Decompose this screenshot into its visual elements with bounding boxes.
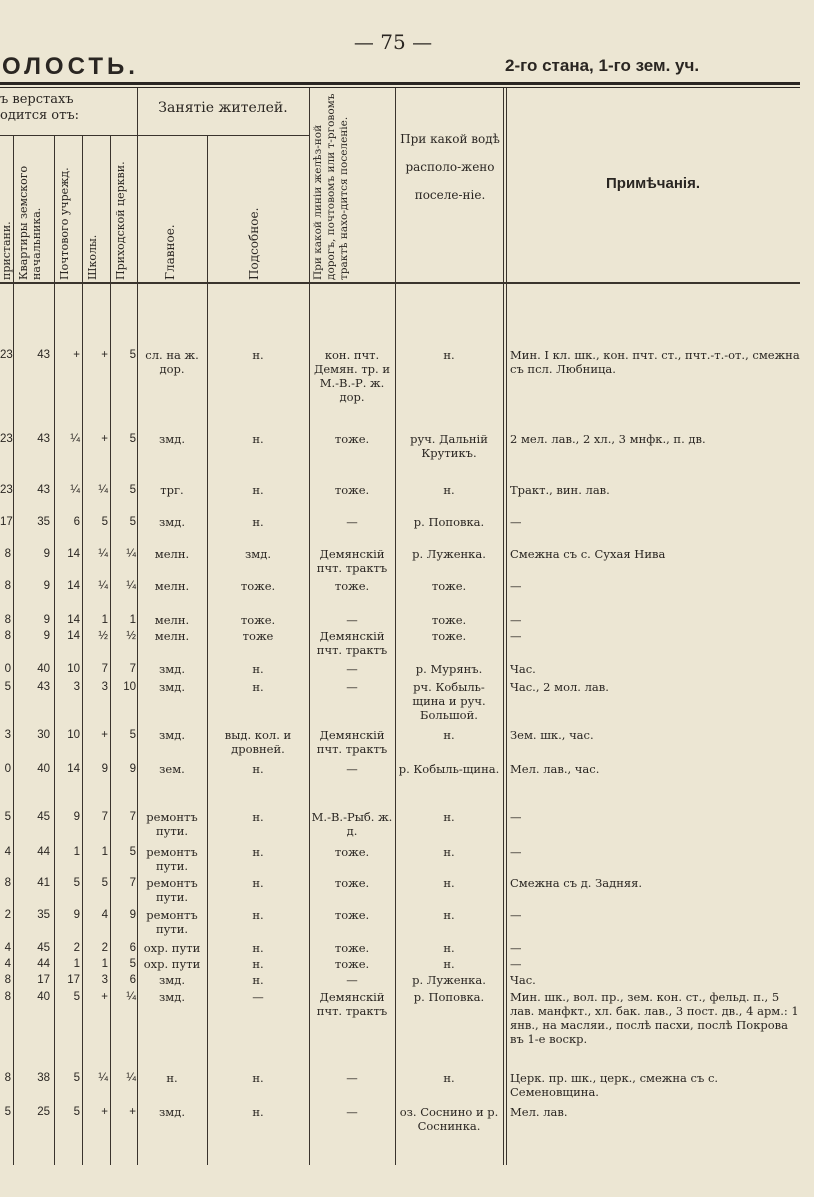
- cell-kvartira: 43: [37, 433, 50, 445]
- cell-main-occupation: охр. пути: [143, 957, 201, 971]
- cell-pochta: 9: [73, 909, 80, 921]
- cell-pristan: 8: [4, 548, 11, 560]
- cell-water-body: р. Поповка.: [413, 990, 485, 1004]
- cell-kvartira: 35: [37, 516, 50, 528]
- header-kvartira: Квартиры земского начальника.: [17, 165, 43, 280]
- cell-secondary-occupation: тоже.: [240, 579, 276, 593]
- cell-shkoly: 1: [101, 614, 108, 626]
- cell-secondary-occupation: н.: [252, 762, 264, 776]
- cell-tserkov: 9: [129, 909, 136, 921]
- cell-tserkov: +: [129, 1106, 136, 1118]
- col-divider: [395, 88, 396, 1165]
- cell-railway-road: тоже.: [334, 876, 370, 890]
- page-title: ОЛОСТЬ.: [2, 53, 139, 80]
- cell-kvartira: 44: [37, 846, 50, 858]
- cell-railway-road: М.-В.-Рыб. ж. д.: [311, 810, 393, 838]
- cell-notes: —: [510, 941, 522, 955]
- cell-railway-road: тоже.: [334, 432, 370, 446]
- cell-tserkov: 1: [129, 614, 136, 626]
- cell-pochta: 2: [73, 942, 80, 954]
- cell-notes: Смежна съ с. Сухая Нива: [510, 547, 666, 561]
- cell-shkoly: ¼: [98, 1072, 108, 1084]
- cell-kvartira: 45: [37, 811, 50, 823]
- cell-main-occupation: н.: [166, 1071, 178, 1085]
- cell-pochta: 5: [73, 1106, 80, 1118]
- header-notes: Примѣчанія.: [606, 175, 700, 192]
- cell-pristan: 3: [4, 729, 11, 741]
- cell-pristan: 8: [4, 991, 11, 1003]
- cell-notes: 2 мел. лав., 2 хл., 3 мнфк., п. дв.: [510, 432, 706, 446]
- cell-pristan: 23: [0, 349, 13, 361]
- cell-pochta: 5: [73, 1072, 80, 1084]
- cell-main-occupation: ремонтъ пути.: [146, 810, 198, 838]
- cell-notes: Час., 2 мол. лав.: [510, 680, 609, 694]
- cell-water-body: н.: [443, 908, 455, 922]
- top-rule-thin: [0, 87, 800, 88]
- cell-notes: Церк. пр. шк., церк., смежна съ с. Семеновщина.: [510, 1071, 719, 1099]
- cell-railway-road: тоже.: [334, 957, 370, 971]
- cell-water-body: н.: [443, 957, 455, 971]
- cell-kvartira: 35: [37, 909, 50, 921]
- cell-kvartira: 44: [37, 958, 50, 970]
- cell-kvartira: 43: [37, 349, 50, 361]
- cell-pochta: 10: [67, 663, 80, 675]
- cell-water-body: н.: [443, 876, 455, 890]
- col-divider: [110, 135, 111, 1165]
- cell-railway-road: —: [346, 1071, 358, 1085]
- cell-railway-road: —: [346, 680, 358, 694]
- cell-notes: Тракт., вин. лав.: [510, 483, 610, 497]
- cell-tserkov: ½: [126, 630, 136, 642]
- cell-tserkov: ¼: [126, 580, 136, 592]
- col-divider: [207, 135, 208, 1165]
- cell-secondary-occupation: н.: [252, 941, 264, 955]
- cell-pochta: 10: [67, 729, 80, 741]
- cell-railway-road: кон. пчт. Демян. тр. и М.-В.-Р. ж. дор.: [313, 348, 391, 404]
- header-tserkov: Приходской церкви.: [114, 161, 127, 280]
- cell-tserkov: 7: [129, 811, 136, 823]
- cell-railway-road: —: [346, 762, 358, 776]
- cell-main-occupation: змд.: [159, 728, 185, 742]
- cell-pochta: 17: [67, 974, 80, 986]
- cell-pristan: 2: [4, 909, 11, 921]
- cell-pochta: 14: [67, 630, 80, 642]
- cell-railway-road: —: [346, 1105, 358, 1119]
- header-secondary-occupation: Подсобное.: [247, 207, 261, 280]
- cell-secondary-occupation: н.: [252, 973, 264, 987]
- cell-railway-road: —: [346, 662, 358, 676]
- cell-shkoly: ½: [98, 630, 108, 642]
- col-divider: [13, 135, 14, 1165]
- cell-pristan: 8: [4, 580, 11, 592]
- cell-tserkov: 9: [129, 763, 136, 775]
- cell-shkoly: +: [101, 991, 108, 1003]
- cell-kvartira: 9: [43, 614, 50, 626]
- cell-kvartira: 43: [37, 484, 50, 496]
- cell-main-occupation: мелн.: [154, 629, 190, 643]
- cell-water-body: н.: [443, 941, 455, 955]
- col-divider: [82, 135, 83, 1165]
- cell-pristan: 5: [4, 1106, 11, 1118]
- cell-tserkov: 7: [129, 663, 136, 675]
- header-railway-road: При какой линіи желѣз-ной дорогъ, почтовомъ или т-рговомъ трактѣ нахо-дится поселеніе.: [312, 93, 350, 280]
- cell-main-occupation: змд.: [159, 662, 185, 676]
- cell-pristan: 23: [0, 484, 13, 496]
- cell-secondary-occupation: н.: [252, 957, 264, 971]
- cell-main-occupation: змд.: [159, 973, 185, 987]
- cell-notes: Мин. шк., вол. пр., зем. кон. ст., фельд. п., 5 лав. манфкт., хл. бак. лав., 3 пост. дв., 4 арм.: 1 янв., на масляи., послѣ пасхи, послѣ Покрова въ 1-е воскр.: [510, 990, 799, 1046]
- cell-shkoly: +: [101, 349, 108, 361]
- cell-kvartira: 43: [37, 681, 50, 693]
- cell-secondary-occupation: н.: [252, 1071, 264, 1085]
- col-divider: [503, 88, 504, 1165]
- cell-pristan: 5: [4, 811, 11, 823]
- cell-notes: Смежна съ д. Задняя.: [510, 876, 643, 890]
- cell-secondary-occupation: н.: [252, 432, 264, 446]
- cell-main-occupation: мелн.: [154, 547, 190, 561]
- cell-pristan: 4: [4, 958, 11, 970]
- cell-pristan: 8: [4, 877, 11, 889]
- col-divider: [54, 135, 55, 1165]
- cell-kvartira: 9: [43, 580, 50, 592]
- cell-shkoly: 2: [101, 942, 108, 954]
- page-number: — 75 —: [353, 30, 433, 54]
- cell-water-body: н.: [443, 483, 455, 497]
- cell-pochta: 5: [73, 877, 80, 889]
- cell-pochta: 14: [67, 614, 80, 626]
- cell-shkoly: +: [101, 433, 108, 445]
- cell-main-occupation: змд.: [159, 432, 185, 446]
- header-pochta: Почтового учрежд.: [58, 167, 71, 280]
- cell-kvartira: 9: [43, 548, 50, 560]
- cell-notes: Мел. лав., час.: [510, 762, 600, 776]
- cell-notes: Час.: [510, 662, 536, 676]
- cell-pristan: 8: [4, 1072, 11, 1084]
- cell-shkoly: 7: [101, 663, 108, 675]
- cell-railway-road: Демянскій пчт. трактъ: [316, 547, 388, 575]
- cell-notes: —: [510, 810, 522, 824]
- cell-pochta: 9: [73, 811, 80, 823]
- cell-notes: Час.: [510, 973, 536, 987]
- cell-secondary-occupation: змд.: [245, 547, 271, 561]
- cell-secondary-occupation: н.: [252, 662, 264, 676]
- cell-pochta: 5: [73, 991, 80, 1003]
- cell-pochta: 14: [67, 763, 80, 775]
- cell-notes: —: [510, 629, 522, 643]
- cell-water-body: н.: [443, 1071, 455, 1085]
- cell-shkoly: ¼: [98, 580, 108, 592]
- cell-water-body: н.: [443, 810, 455, 824]
- header-shkoly: Школы.: [86, 234, 99, 280]
- cell-pristan: 23: [0, 433, 13, 445]
- distance-group-divider: [0, 135, 137, 136]
- cell-water-body: руч. Дальній Крутикъ.: [410, 432, 488, 460]
- cell-railway-road: Демянскій пчт. трактъ: [316, 629, 388, 657]
- cell-shkoly: 9: [101, 763, 108, 775]
- occupation-group-divider: [137, 135, 309, 136]
- distance-group-header: ъ верстахъ одится отъ:: [0, 92, 79, 123]
- cell-secondary-occupation: —: [252, 990, 264, 1004]
- cell-kvartira: 40: [37, 991, 50, 1003]
- cell-tserkov: 6: [129, 942, 136, 954]
- cell-secondary-occupation: тоже.: [240, 613, 276, 627]
- cell-tserkov: ¼: [126, 991, 136, 1003]
- cell-main-occupation: змд.: [159, 1105, 185, 1119]
- cell-railway-road: —: [346, 973, 358, 987]
- cell-kvartira: 17: [37, 974, 50, 986]
- cell-water-body: оз. Соснино и р. Соснинка.: [399, 1105, 499, 1133]
- cell-kvartira: 41: [37, 877, 50, 889]
- cell-shkoly: 1: [101, 846, 108, 858]
- cell-shkoly: ¼: [98, 484, 108, 496]
- cell-secondary-occupation: н.: [252, 810, 264, 824]
- cell-main-occupation: трг.: [160, 483, 184, 497]
- cell-pochta: 14: [67, 580, 80, 592]
- cell-secondary-occupation: н.: [252, 680, 264, 694]
- cell-railway-road: тоже.: [334, 845, 370, 859]
- cell-tserkov: 7: [129, 877, 136, 889]
- cell-pristan: 8: [4, 630, 11, 642]
- cell-main-occupation: охр. пути: [143, 941, 201, 955]
- cell-shkoly: ¼: [98, 548, 108, 560]
- cell-tserkov: 5: [129, 484, 136, 496]
- cell-pristan: 0: [4, 763, 11, 775]
- cell-railway-road: —: [346, 613, 358, 627]
- cell-main-occupation: ремонтъ пути.: [146, 876, 198, 904]
- cell-secondary-occupation: н.: [252, 1105, 264, 1119]
- cell-kvartira: 45: [37, 942, 50, 954]
- cell-shkoly: 7: [101, 811, 108, 823]
- cell-railway-road: тоже.: [334, 908, 370, 922]
- cell-secondary-occupation: н.: [252, 348, 264, 362]
- cell-water-body: тоже.: [431, 629, 467, 643]
- cell-water-body: н.: [443, 348, 455, 362]
- cell-kvartira: 9: [43, 630, 50, 642]
- cell-kvartira: 38: [37, 1072, 50, 1084]
- cell-kvartira: 40: [37, 763, 50, 775]
- cell-water-body: тоже.: [431, 613, 467, 627]
- cell-pochta: 1: [73, 958, 80, 970]
- header-pristan: пристани.: [0, 221, 13, 280]
- cell-pochta: ¼: [70, 433, 80, 445]
- col-divider: [506, 88, 507, 1165]
- cell-tserkov: 6: [129, 974, 136, 986]
- cell-pochta: +: [73, 349, 80, 361]
- cell-main-occupation: змд.: [159, 680, 185, 694]
- cell-water-body: тоже.: [431, 579, 467, 593]
- cell-railway-road: Демянскій пчт. трактъ: [316, 728, 388, 756]
- header-bottom-rule: [0, 282, 800, 284]
- cell-notes: Мел. лав.: [510, 1105, 568, 1119]
- cell-pristan: 17: [0, 516, 13, 528]
- cell-secondary-occupation: н.: [252, 845, 264, 859]
- cell-pochta: 1: [73, 846, 80, 858]
- cell-secondary-occupation: н.: [252, 876, 264, 890]
- cell-tserkov: 5: [129, 729, 136, 741]
- cell-tserkov: 5: [129, 958, 136, 970]
- cell-main-occupation: ремонтъ пути.: [146, 845, 198, 873]
- cell-railway-road: —: [346, 515, 358, 529]
- cell-notes: Мин. I кл. шк., кон. пчт. ст., пчт.-т.-от., смежна съ псл. Любница.: [510, 348, 800, 376]
- cell-main-occupation: мелн.: [154, 579, 190, 593]
- cell-main-occupation: ремонтъ пути.: [146, 908, 198, 936]
- cell-shkoly: +: [101, 1106, 108, 1118]
- cell-shkoly: 4: [101, 909, 108, 921]
- cell-water-body: р. Луженка.: [412, 973, 486, 987]
- cell-pristan: 8: [4, 974, 11, 986]
- cell-notes: —: [510, 908, 522, 922]
- cell-shkoly: 5: [101, 877, 108, 889]
- cell-railway-road: тоже.: [334, 579, 370, 593]
- col-divider: [309, 88, 310, 1165]
- cell-pristan: 0: [4, 663, 11, 675]
- cell-tserkov: ¼: [126, 1072, 136, 1084]
- cell-kvartira: 25: [37, 1106, 50, 1118]
- cell-notes: Зем. шк., час.: [510, 728, 594, 742]
- cell-shkoly: +: [101, 729, 108, 741]
- cell-tserkov: ¼: [126, 548, 136, 560]
- cell-shkoly: 5: [101, 516, 108, 528]
- cell-pristan: 5: [4, 681, 11, 693]
- cell-notes: —: [510, 515, 522, 529]
- cell-tserkov: 10: [123, 681, 136, 693]
- cell-secondary-occupation: н.: [252, 483, 264, 497]
- cell-secondary-occupation: н.: [252, 515, 264, 529]
- header-water-body: При какой водѣ располо-жено поселе-ніе.: [400, 132, 500, 202]
- col-divider: [137, 88, 138, 1165]
- cell-kvartira: 40: [37, 663, 50, 675]
- cell-tserkov: 5: [129, 433, 136, 445]
- cell-pochta: 3: [73, 681, 80, 693]
- cell-tserkov: 5: [129, 516, 136, 528]
- cell-shkoly: 3: [101, 974, 108, 986]
- cell-pochta: 14: [67, 548, 80, 560]
- cell-pristan: 8: [4, 614, 11, 626]
- cell-kvartira: 30: [37, 729, 50, 741]
- cell-railway-road: Демянскій пчт. трактъ: [316, 990, 388, 1018]
- cell-main-occupation: сл. на ж. дор.: [145, 348, 199, 376]
- occupation-group-header: Занятіе жителей.: [158, 100, 288, 116]
- cell-water-body: р. Поповка.: [413, 515, 485, 529]
- cell-pochta: 6: [73, 516, 80, 528]
- cell-pristan: 4: [4, 846, 11, 858]
- cell-water-body: н.: [443, 845, 455, 859]
- cell-water-body: р. Мурянъ.: [415, 662, 483, 676]
- cell-shkoly: 3: [101, 681, 108, 693]
- cell-notes: —: [510, 845, 522, 859]
- cell-notes: —: [510, 613, 522, 627]
- cell-secondary-occupation: н.: [252, 908, 264, 922]
- cell-water-body: рч. Кобыль-щина и руч. Большой.: [412, 680, 486, 722]
- cell-main-occupation: змд.: [159, 990, 185, 1004]
- cell-tserkov: 5: [129, 846, 136, 858]
- cell-tserkov: 5: [129, 349, 136, 361]
- cell-railway-road: тоже.: [334, 483, 370, 497]
- cell-pristan: 4: [4, 942, 11, 954]
- cell-pochta: ¼: [70, 484, 80, 496]
- cell-secondary-occupation: выд. кол. и дровней.: [224, 728, 292, 756]
- cell-railway-road: тоже.: [334, 941, 370, 955]
- cell-notes: —: [510, 957, 522, 971]
- cell-water-body: н.: [443, 728, 455, 742]
- cell-main-occupation: мелн.: [154, 613, 190, 627]
- cell-main-occupation: змд.: [159, 515, 185, 529]
- cell-shkoly: 1: [101, 958, 108, 970]
- cell-secondary-occupation: тоже: [242, 629, 274, 643]
- cell-main-occupation: зем.: [159, 762, 185, 776]
- cell-water-body: р. Кобыль-щина.: [398, 762, 500, 776]
- cell-water-body: р. Луженка.: [412, 547, 486, 561]
- top-rule-thick: [0, 82, 800, 85]
- cell-notes: —: [510, 579, 522, 593]
- header-main-occupation: Главное.: [163, 224, 177, 280]
- district-label: 2-го стана, 1-го зем. уч.: [505, 56, 700, 75]
